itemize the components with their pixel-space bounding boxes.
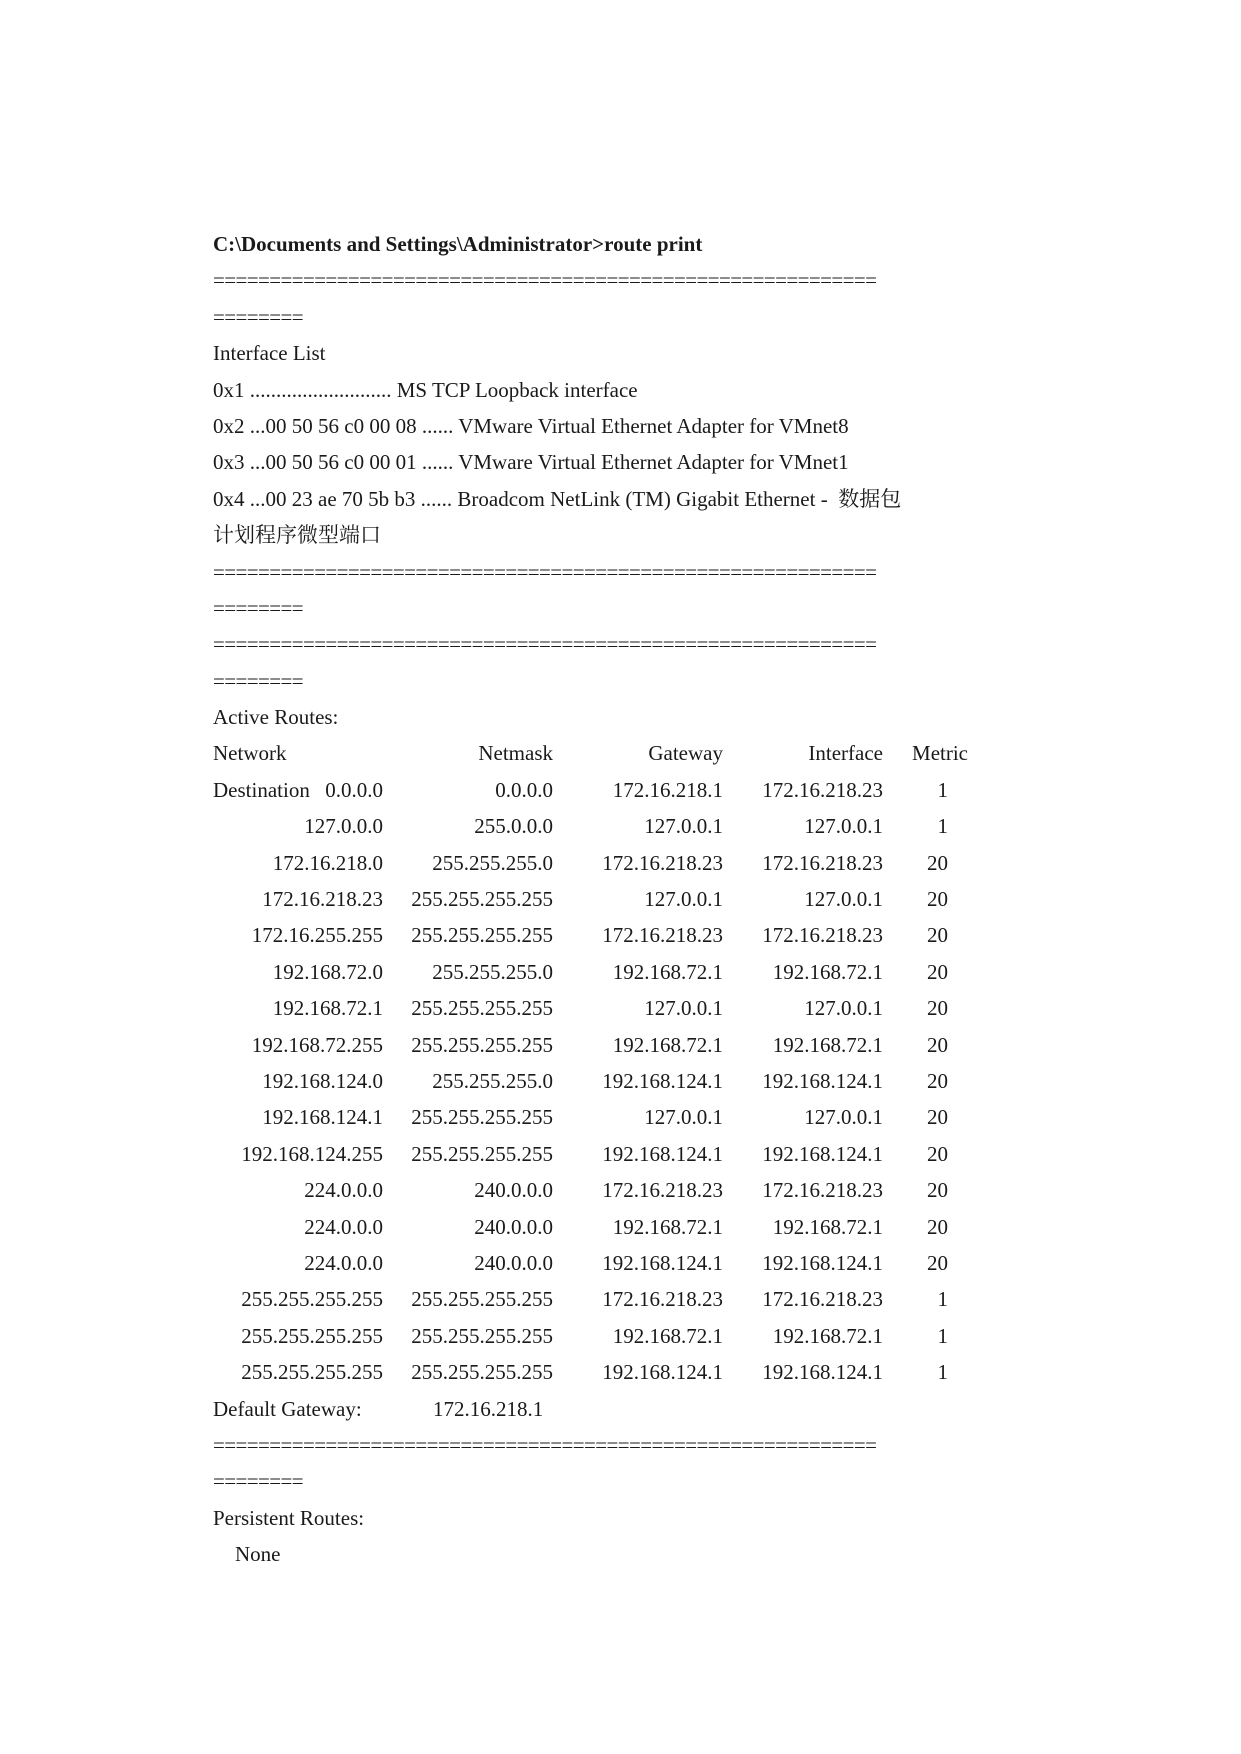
route-print-output (213, 226, 1053, 1572)
route-netmask: 255.255.255.255 (411, 1105, 553, 1130)
separator: =========================================================== (213, 559, 877, 584)
route-metric: 20 (927, 1068, 948, 1093)
route-interface: 192.168.72.1 (772, 959, 883, 984)
route-row (213, 1063, 1053, 1099)
route-netmask: 255.255.255.255 (411, 1032, 553, 1057)
command-line: C:\Documents and Settings\Administrator>route print (213, 232, 703, 256)
route-netmask: 255.255.255.255 (411, 1141, 553, 1166)
route-interface: 192.168.124.1 (762, 1141, 883, 1166)
route-metric: 20 (927, 1105, 948, 1130)
route-gateway: 192.168.72.1 (612, 1032, 723, 1057)
default-gateway-value: 172.16.218.1 (433, 1396, 544, 1421)
persistent-routes-value: None (235, 1542, 281, 1567)
route-netmask: 255.255.255.0 (432, 959, 553, 984)
route-netmask: 255.255.255.0 (432, 850, 553, 875)
route-row (213, 990, 1053, 1026)
route-gateway: 172.16.218.23 (602, 850, 723, 875)
route-destination: 255.255.255.255 (241, 1323, 383, 1348)
route-netmask: 240.0.0.0 (474, 1178, 553, 1203)
route-row (213, 1099, 1053, 1135)
route-destination: 192.168.124.255 (241, 1141, 383, 1166)
route-destination: 255.255.255.255 (241, 1287, 383, 1312)
route-metric: 20 (927, 923, 948, 948)
interface-entry: 0x1 ........................... MS TCP Loopback interface (213, 377, 638, 402)
route-netmask: 255.255.255.255 (411, 1323, 553, 1348)
route-destination: 192.168.72.1 (272, 996, 383, 1021)
route-metric: 1 (937, 1323, 948, 1348)
separator-tail: ======== (213, 1469, 303, 1494)
separator: =========================================================== (213, 632, 877, 657)
route-gateway: 192.168.72.1 (612, 959, 723, 984)
route-gateway: 192.168.72.1 (612, 1214, 723, 1239)
separator-tail: ======== (213, 595, 303, 620)
separator-tail: ======== (213, 668, 303, 693)
route-metric: 1 (937, 814, 948, 839)
route-netmask: 255.255.255.255 (411, 923, 553, 948)
route-netmask: 240.0.0.0 (474, 1250, 553, 1275)
interface-entry: 0x2 ...00 50 56 c0 00 08 ...... VMware Virtual Ethernet Adapter for VMnet8 (213, 413, 849, 438)
route-metric: 20 (927, 1032, 948, 1057)
route-destination: 255.255.255.255 (241, 1360, 383, 1385)
route-metric: 20 (927, 959, 948, 984)
route-interface: 192.168.124.1 (762, 1360, 883, 1385)
route-metric: 1 (937, 1287, 948, 1312)
header-destination: Network Destination (213, 741, 310, 802)
default-gateway-line (213, 1391, 1053, 1427)
route-destination: 192.168.124.0 (262, 1068, 383, 1093)
route-gateway: 127.0.0.1 (644, 996, 723, 1021)
route-metric: 20 (927, 1250, 948, 1275)
route-gateway: 172.16.218.23 (602, 1287, 723, 1312)
route-metric: 20 (927, 1214, 948, 1239)
route-netmask: 255.255.255.255 (411, 887, 553, 912)
route-metric: 20 (927, 850, 948, 875)
route-netmask: 255.255.255.0 (432, 1068, 553, 1093)
route-metric: 20 (927, 1178, 948, 1203)
route-interface: 127.0.0.1 (804, 1105, 883, 1130)
route-row (213, 772, 1053, 808)
route-destination: 172.16.255.255 (251, 923, 383, 948)
route-destination: 192.168.72.255 (251, 1032, 383, 1057)
separator-tail: ======== (213, 304, 303, 329)
route-gateway: 192.168.124.1 (602, 1141, 723, 1166)
route-netmask: 240.0.0.0 (474, 1214, 553, 1239)
route-gateway: 192.168.124.1 (602, 1250, 723, 1275)
route-row (213, 1318, 1053, 1354)
active-routes-title: Active Routes: (213, 705, 339, 730)
route-destination: 127.0.0.0 (304, 814, 383, 839)
interface-list-title: Interface List (213, 341, 326, 366)
route-row (213, 1281, 1053, 1317)
routes-table-body (213, 772, 1053, 1391)
route-interface: 172.16.218.23 (762, 1178, 883, 1203)
persistent-routes-title: Persistent Routes: (213, 1505, 365, 1530)
interface-entry-continuation: 计划程序微型端口 (213, 523, 381, 548)
route-interface: 172.16.218.23 (762, 850, 883, 875)
route-row (213, 917, 1053, 953)
route-destination: 224.0.0.0 (304, 1178, 383, 1203)
route-metric: 1 (937, 777, 948, 802)
route-row (213, 1027, 1053, 1063)
route-row (213, 954, 1053, 990)
route-interface: 172.16.218.23 (762, 923, 883, 948)
route-gateway: 172.16.218.1 (612, 777, 723, 802)
route-interface: 192.168.72.1 (772, 1032, 883, 1057)
route-netmask: 255.255.255.255 (411, 1360, 553, 1385)
header-interface: Interface (808, 741, 883, 766)
route-gateway: 127.0.0.1 (644, 814, 723, 839)
route-destination: 172.16.218.0 (272, 850, 383, 875)
route-interface: 192.168.124.1 (762, 1068, 883, 1093)
route-destination: 192.168.72.0 (272, 959, 383, 984)
route-netmask: 0.0.0.0 (495, 777, 553, 802)
route-row (213, 881, 1053, 917)
route-row (213, 1136, 1053, 1172)
route-netmask: 255.255.255.255 (411, 1287, 553, 1312)
route-interface: 127.0.0.1 (804, 996, 883, 1021)
route-destination: 224.0.0.0 (304, 1214, 383, 1239)
separator: =========================================================== (213, 1432, 877, 1457)
header-netmask: Netmask (478, 741, 553, 766)
route-gateway: 172.16.218.23 (602, 923, 723, 948)
separator: =========================================================== (213, 268, 877, 293)
route-metric: 20 (927, 887, 948, 912)
route-interface: 127.0.0.1 (804, 887, 883, 912)
route-interface: 172.16.218.23 (762, 777, 883, 802)
header-gateway: Gateway (648, 741, 723, 766)
route-row (213, 1209, 1053, 1245)
route-metric: 20 (927, 996, 948, 1021)
route-interface: 192.168.124.1 (762, 1250, 883, 1275)
route-gateway: 127.0.0.1 (644, 887, 723, 912)
route-interface: 192.168.72.1 (772, 1214, 883, 1239)
route-row (213, 1172, 1053, 1208)
route-metric: 20 (927, 1141, 948, 1166)
route-netmask: 255.0.0.0 (474, 814, 553, 839)
route-destination: 224.0.0.0 (304, 1250, 383, 1275)
route-interface: 192.168.72.1 (772, 1323, 883, 1348)
route-destination: 0.0.0.0 (325, 777, 383, 802)
route-interface: 127.0.0.1 (804, 814, 883, 839)
default-gateway-label: Default Gateway: (213, 1396, 362, 1421)
interface-entry: 0x3 ...00 50 56 c0 00 01 ...... VMware Virtual Ethernet Adapter for VMnet1 (213, 450, 849, 475)
route-row (213, 1354, 1053, 1390)
route-row (213, 808, 1053, 844)
route-destination: 192.168.124.1 (262, 1105, 383, 1130)
interface-entry: 0x4 ...00 23 ae 70 5b b3 ...... Broadcom NetLink (TM) Gigabit Ethernet - 数据包 (213, 486, 902, 511)
route-destination: 172.16.218.23 (262, 887, 383, 912)
header-metric: Metric (912, 741, 968, 766)
route-gateway: 172.16.218.23 (602, 1178, 723, 1203)
route-interface: 172.16.218.23 (762, 1287, 883, 1312)
route-row (213, 1245, 1053, 1281)
route-gateway: 192.168.72.1 (612, 1323, 723, 1348)
route-gateway: 192.168.124.1 (602, 1360, 723, 1385)
route-gateway: 127.0.0.1 (644, 1105, 723, 1130)
route-gateway: 192.168.124.1 (602, 1068, 723, 1093)
route-netmask: 255.255.255.255 (411, 996, 553, 1021)
route-row (213, 845, 1053, 881)
route-metric: 1 (937, 1360, 948, 1385)
